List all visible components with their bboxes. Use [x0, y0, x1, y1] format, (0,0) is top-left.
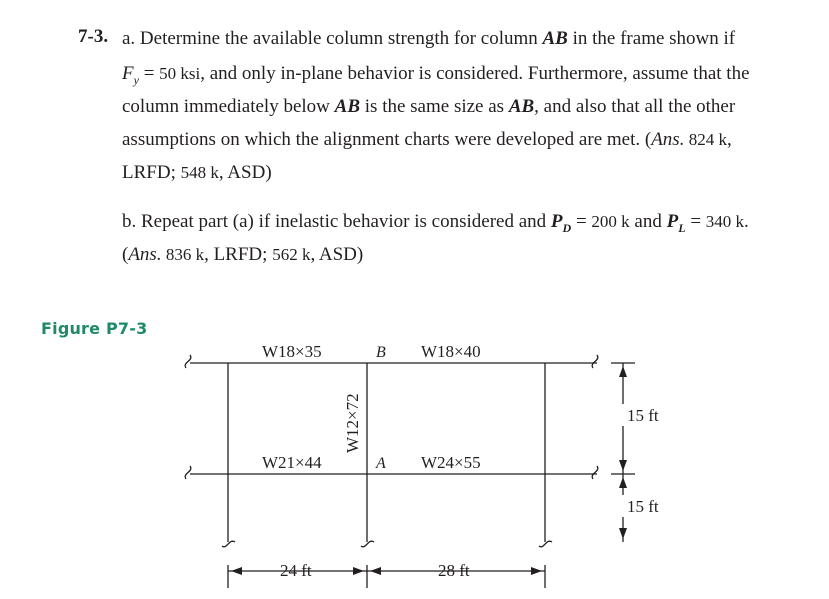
part-a-line-3: column immediately below AB is the same size as AB, and also that all the other [122, 96, 736, 117]
right-span-label: 28 ft [438, 561, 470, 580]
left-span-label: 24 ft [280, 561, 312, 580]
figure-label: Figure P7-3 [41, 319, 148, 338]
arrowhead [231, 567, 242, 575]
arrowhead [619, 528, 627, 539]
beam-label-top-left: W18×35 [262, 342, 322, 361]
beam-label-bottom-right: W24×55 [421, 453, 481, 472]
break-symbol [185, 466, 191, 479]
arrowhead [531, 567, 542, 575]
break-symbol [222, 541, 235, 547]
beam-label-bottom-left: W21×44 [262, 453, 322, 472]
break-symbol [361, 541, 374, 547]
arrowhead [370, 567, 381, 575]
arrowhead [619, 366, 627, 377]
joint-label-a: A [376, 455, 386, 472]
upper-height-label: 15 ft [627, 406, 659, 425]
part-b-line-2: (Ans. 836 k, LRFD; 562 k, ASD) [122, 244, 364, 265]
part-a-line-4: assumptions on which the alignment charts were developed are met. (Ans. 824 k, [122, 129, 732, 150]
arrowhead [619, 477, 627, 488]
break-symbol [592, 466, 598, 479]
arrowhead [619, 460, 627, 471]
joint-label-b: B [376, 344, 386, 361]
part-a-line-2: $F_y = 50$ ksi, and only in-plane behavior is considered. Furthermore, assume that the [122, 63, 750, 87]
part-a-line-1: a. Determine the available column strength for column AB in the frame shown if [122, 28, 736, 49]
lower-height-label: 15 ft [627, 497, 659, 516]
part-a-line-5: LRFD; 548 k, ASD) [122, 162, 272, 183]
beam-label-top-right: W18×40 [421, 342, 481, 361]
break-symbol [539, 541, 552, 547]
break-symbol [592, 355, 598, 368]
arrowhead [353, 567, 364, 575]
part-b-line-1: b. Repeat part (a) if inelastic behavior is considered and $P_D = 200$ k and $P_L = 340$ k. [122, 211, 749, 235]
problem-number: 7-3. [78, 26, 109, 47]
break-symbol [185, 355, 191, 368]
column-label: W12×72 [343, 393, 362, 453]
